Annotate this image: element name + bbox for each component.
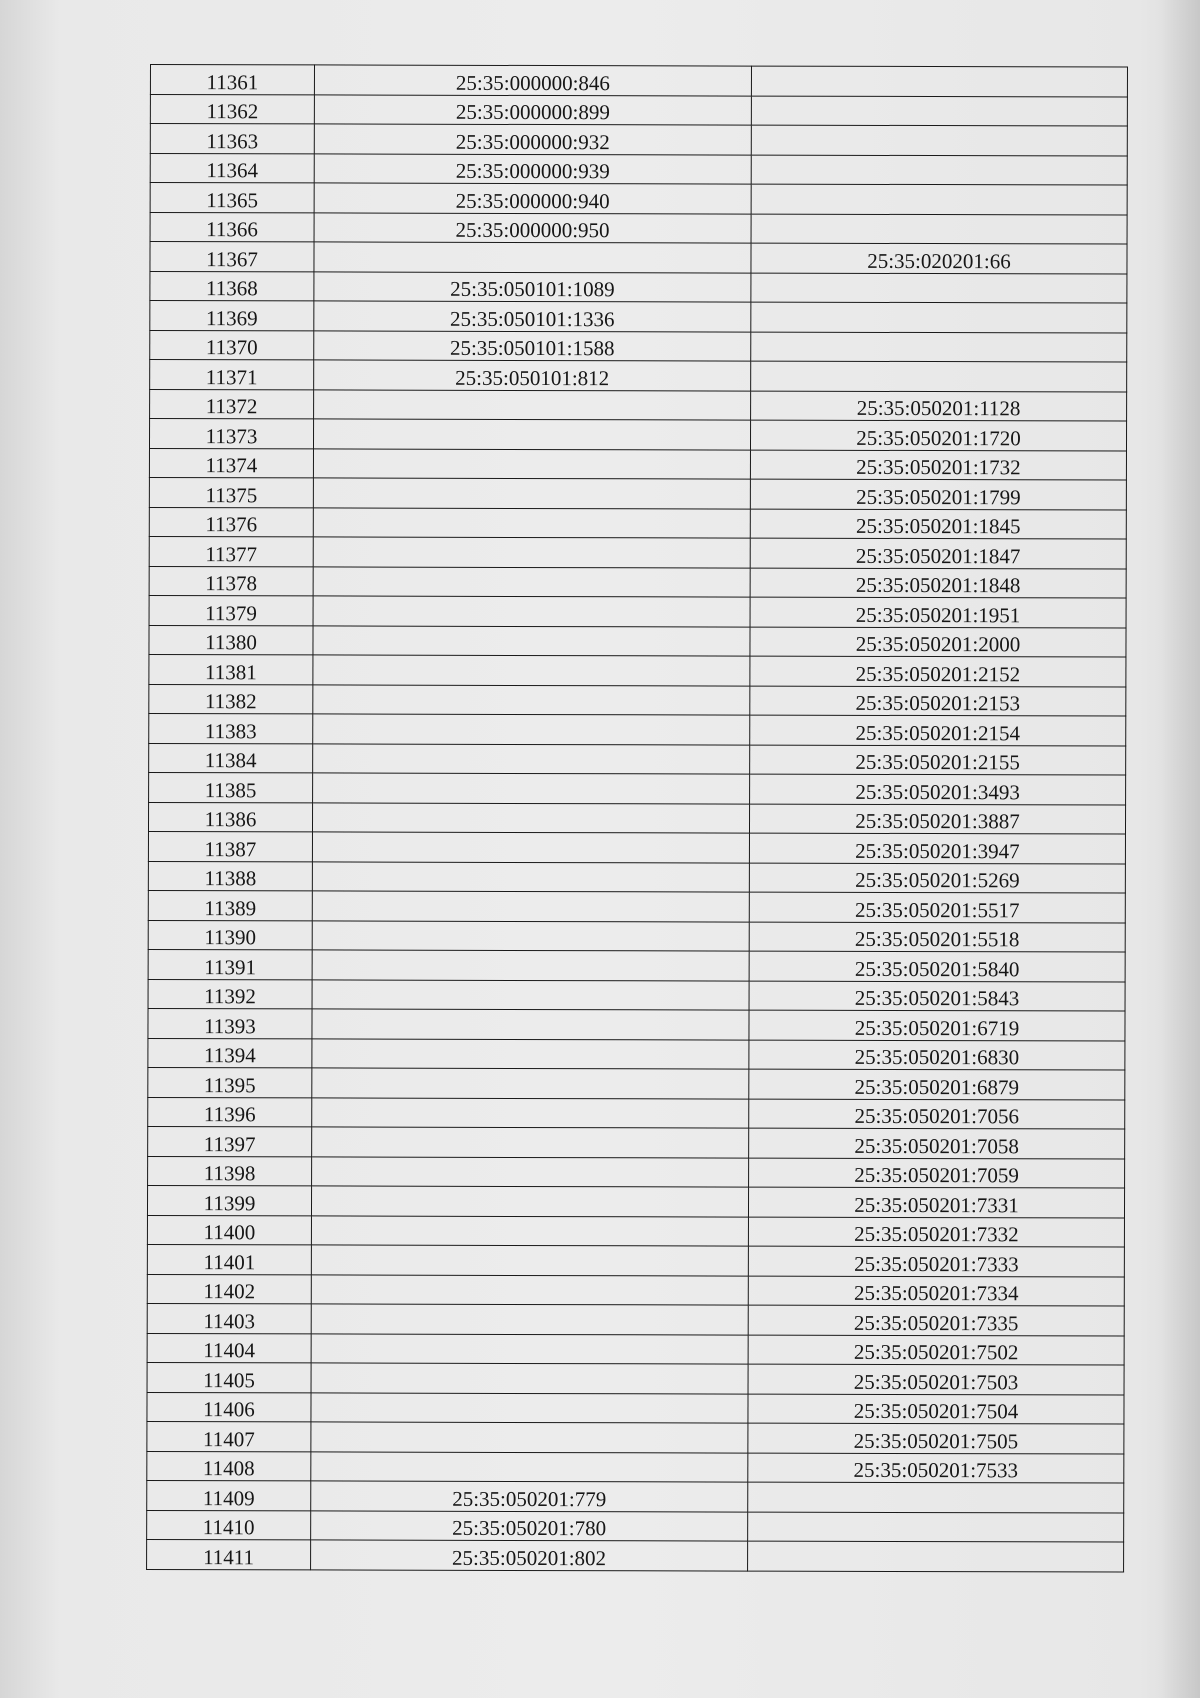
- table-row: [148, 1067, 1125, 1099]
- table-row: [148, 1038, 1125, 1070]
- cadastral-number-cell-a: [312, 1068, 749, 1099]
- cadastral-number-cell-a: [313, 537, 750, 568]
- cadastral-number-cell-a: [311, 1422, 748, 1453]
- cadastral-number-cell-a: [313, 655, 750, 686]
- row-number-cell: 11383: [149, 713, 313, 743]
- cadastral-number-cell-b: 25:35:050201:7504: [748, 1394, 1124, 1424]
- cadastral-number-cell-a: [312, 920, 749, 951]
- table-row: [149, 654, 1126, 686]
- row-number-cell: 11393: [148, 1008, 312, 1038]
- table-row: [149, 419, 1126, 451]
- cadastral-number-cell-a: [313, 743, 750, 774]
- cadastral-number-table: [146, 64, 1128, 1572]
- table-row: [150, 65, 1127, 97]
- row-number-cell: 11397: [148, 1126, 312, 1156]
- cadastral-number-cell-a: 25:35:050101:1336: [314, 301, 751, 332]
- cadastral-number-cell-b: 25:35:050201:1732: [750, 450, 1126, 480]
- table-row: [149, 566, 1126, 598]
- cadastral-number-cell-a: 25:35:050201:779: [311, 1481, 748, 1512]
- table-row: [147, 1421, 1124, 1453]
- table-row: [149, 743, 1126, 775]
- row-number-cell: 11382: [149, 684, 313, 714]
- table-row: [149, 772, 1126, 804]
- cadastral-number-cell-a: 25:35:050201:802: [311, 1540, 748, 1571]
- cadastral-number-cell-a: [311, 1274, 748, 1305]
- cadastral-number-cell-b: [751, 184, 1127, 214]
- cadastral-number-cell-a: [313, 684, 750, 715]
- cadastral-number-cell-b: 25:35:050201:5518: [749, 922, 1125, 952]
- cadastral-number-cell-b: 25:35:050201:6830: [749, 1040, 1125, 1070]
- table-row: [148, 979, 1125, 1011]
- cadastral-number-cell-b: [751, 214, 1127, 244]
- cadastral-number-cell-b: 25:35:050201:5840: [749, 951, 1125, 981]
- row-number-cell: 11402: [147, 1274, 311, 1304]
- cadastral-number-cell-a: [312, 891, 749, 922]
- cadastral-number-cell-b: 25:35:050201:1847: [750, 538, 1126, 568]
- cadastral-number-cell-b: 25:35:050201:1845: [750, 509, 1126, 539]
- cadastral-number-cell-b: 25:35:050201:1848: [750, 568, 1126, 598]
- cadastral-number-cell-b: 25:35:050201:2000: [750, 627, 1126, 657]
- row-number-cell: 11369: [150, 301, 314, 331]
- table-row: [147, 1303, 1124, 1335]
- cadastral-number-cell-b: 25:35:050201:6879: [749, 1069, 1125, 1099]
- table-row: [150, 271, 1127, 303]
- cadastral-number-cell-a: [311, 1363, 748, 1394]
- cadastral-number-cell-a: [313, 566, 750, 597]
- cadastral-number-cell-a: [312, 1127, 749, 1158]
- table-row: [150, 360, 1127, 392]
- row-number-cell: 11377: [149, 536, 313, 566]
- row-number-cell: 11385: [149, 772, 313, 802]
- table-row: [149, 477, 1126, 509]
- table-row: [148, 1156, 1125, 1188]
- table-row: [148, 1008, 1125, 1040]
- row-number-cell: 11372: [150, 389, 314, 419]
- cadastral-number-cell-b: 25:35:050201:7333: [748, 1246, 1124, 1276]
- cadastral-number-cell-b: 25:35:020201:66: [751, 243, 1127, 273]
- cadastral-number-cell-a: 25:35:050101:1588: [314, 330, 751, 361]
- cadastral-number-cell-a: [312, 1097, 749, 1128]
- cadastral-number-cell-b: 25:35:050201:7058: [749, 1128, 1125, 1158]
- cadastral-number-cell-b: 25:35:050201:7059: [749, 1158, 1125, 1188]
- row-number-cell: 11400: [147, 1215, 311, 1245]
- cadastral-number-cell-b: 25:35:050201:1799: [750, 479, 1126, 509]
- table-row: [149, 713, 1126, 745]
- table-row: [147, 1274, 1124, 1306]
- row-number-cell: 11381: [149, 654, 313, 684]
- cadastral-number-cell-a: [312, 979, 749, 1010]
- table-row: [148, 890, 1125, 922]
- row-number-cell: 11371: [150, 360, 314, 390]
- cadastral-number-cell-b: 25:35:050201:6719: [749, 1010, 1125, 1040]
- table-row: [150, 301, 1127, 333]
- cadastral-number-cell-a: [313, 625, 750, 656]
- cadastral-number-cell-a: [312, 950, 749, 981]
- row-number-cell: 11365: [150, 183, 314, 213]
- row-number-cell: 11401: [147, 1244, 311, 1274]
- cadastral-number-cell-b: 25:35:050201:5843: [749, 981, 1125, 1011]
- row-number-cell: 11380: [149, 625, 313, 655]
- cadastral-number-cell-a: 25:35:000000:940: [314, 183, 751, 214]
- row-number-cell: 11405: [147, 1362, 311, 1392]
- cadastral-number-cell-a: [312, 1156, 749, 1187]
- table-row: [147, 1510, 1124, 1542]
- row-number-cell: 11396: [148, 1097, 312, 1127]
- cadastral-number-cell-b: 25:35:050201:1128: [751, 391, 1127, 421]
- cadastral-number-cell-a: [312, 832, 749, 863]
- cadastral-number-cell-a: [311, 1392, 748, 1423]
- row-number-cell: 11378: [149, 566, 313, 596]
- cadastral-number-cell-b: 25:35:050201:7332: [748, 1217, 1124, 1247]
- table-row: [147, 1480, 1124, 1512]
- cadastral-number-cell-b: [751, 155, 1127, 185]
- row-number-cell: 11364: [150, 153, 314, 183]
- page-edge-shadow: [1160, 0, 1200, 1698]
- row-number-cell: 11362: [150, 94, 314, 124]
- cadastral-number-cell-a: [311, 1451, 748, 1482]
- cadastral-number-cell-a: 25:35:000000:939: [314, 153, 751, 184]
- table-row: [150, 153, 1127, 185]
- table-row: [149, 625, 1126, 657]
- cadastral-number-cell-a: [314, 389, 751, 420]
- cadastral-number-cell-b: 25:35:050201:7503: [748, 1364, 1124, 1394]
- cadastral-number-cell-b: 25:35:050201:7505: [748, 1423, 1124, 1453]
- row-number-cell: 11374: [149, 448, 313, 478]
- cadastral-number-cell-a: [311, 1215, 748, 1246]
- table-row: [147, 1333, 1124, 1365]
- cadastral-number-cell-b: [751, 273, 1127, 303]
- row-number-cell: 11395: [148, 1067, 312, 1097]
- row-number-cell: 11376: [149, 507, 313, 537]
- cadastral-number-cell-b: [748, 1482, 1124, 1512]
- cadastral-number-cell-a: [313, 478, 750, 509]
- cadastral-number-cell-a: [313, 419, 750, 450]
- cadastral-number-cell-a: [311, 1245, 748, 1276]
- row-number-cell: 11384: [149, 743, 313, 773]
- cadastral-number-cell-a: [313, 448, 750, 479]
- cadastral-number-cell-a: 25:35:000000:899: [314, 94, 751, 125]
- row-number-cell: 11388: [148, 861, 312, 891]
- table-row: [150, 242, 1127, 274]
- row-number-cell: 11407: [147, 1421, 311, 1451]
- cadastral-number-cell-a: 25:35:000000:932: [314, 124, 751, 155]
- cadastral-number-cell-b: 25:35:050201:7335: [748, 1305, 1124, 1335]
- cadastral-number-cell-b: 25:35:050201:3887: [749, 804, 1125, 834]
- cadastral-number-cell-b: 25:35:050201:5269: [749, 863, 1125, 893]
- cadastral-number-cell-b: 25:35:050201:1720: [750, 420, 1126, 450]
- cadastral-number-cell-b: [748, 1512, 1124, 1542]
- row-number-cell: 11370: [150, 330, 314, 360]
- cadastral-number-cell-a: [313, 507, 750, 538]
- cadastral-number-cell-a: [313, 596, 750, 627]
- cadastral-number-cell-b: [751, 96, 1127, 126]
- row-number-cell: 11386: [148, 802, 312, 832]
- cadastral-number-cell-b: [751, 302, 1127, 332]
- table-row: [150, 183, 1127, 215]
- cadastral-number-cell-a: [311, 1333, 748, 1364]
- row-number-cell: 11363: [150, 124, 314, 154]
- table-row: [150, 212, 1127, 244]
- cadastral-number-cell-b: 25:35:050201:2154: [750, 715, 1126, 745]
- table-row: [147, 1185, 1124, 1217]
- table-row: [147, 1451, 1124, 1483]
- table-row: [149, 684, 1126, 716]
- row-number-cell: 11390: [148, 920, 312, 950]
- cadastral-number-cell-b: 25:35:050201:7502: [748, 1335, 1124, 1365]
- table-row: [149, 595, 1126, 627]
- row-number-cell: 11409: [147, 1480, 311, 1510]
- row-number-cell: 11410: [147, 1510, 311, 1540]
- table-row: [147, 1215, 1124, 1247]
- table-row: [148, 802, 1125, 834]
- row-number-cell: 11367: [150, 242, 314, 272]
- cadastral-number-cell-a: 25:35:050101:1089: [314, 271, 751, 302]
- cadastral-number-cell-b: [751, 66, 1127, 96]
- table-row: [149, 448, 1126, 480]
- row-number-cell: 11391: [148, 949, 312, 979]
- cadastral-number-cell-b: 25:35:050201:2152: [750, 656, 1126, 686]
- cadastral-number-cell-a: [313, 714, 750, 745]
- cadastral-number-cell-a: [314, 242, 751, 273]
- row-number-cell: 11387: [148, 831, 312, 861]
- row-number-cell: 11406: [147, 1392, 311, 1422]
- cadastral-number-cell-b: 25:35:050201:7334: [748, 1276, 1124, 1306]
- cadastral-number-cell-a: [312, 861, 749, 892]
- cadastral-number-cell-b: 25:35:050201:3493: [750, 774, 1126, 804]
- cadastral-number-cell-a: [313, 773, 750, 804]
- cadastral-number-cell-a: 25:35:000000:846: [314, 65, 751, 96]
- cadastral-number-cell-b: 25:35:050201:1951: [750, 597, 1126, 627]
- table-row: [148, 949, 1125, 981]
- row-number-cell: 11368: [150, 271, 314, 301]
- cadastral-number-cell-a: [311, 1304, 748, 1335]
- row-number-cell: 11399: [147, 1185, 311, 1215]
- cadastral-number-cell-a: 25:35:000000:950: [314, 212, 751, 243]
- table-row: [147, 1392, 1124, 1424]
- row-number-cell: 11411: [147, 1539, 311, 1569]
- cadastral-number-cell-a: [312, 802, 749, 833]
- cadastral-number-cell-b: 25:35:050201:2155: [750, 745, 1126, 775]
- row-number-cell: 11394: [148, 1038, 312, 1068]
- cadastral-number-cell-b: 25:35:050201:7331: [748, 1187, 1124, 1217]
- table-row: [150, 124, 1127, 156]
- row-number-cell: 11403: [147, 1303, 311, 1333]
- table-row: [150, 94, 1127, 126]
- cadastral-number-cell-b: [751, 361, 1127, 391]
- cadastral-number-cell-b: 25:35:050201:3947: [749, 833, 1125, 863]
- cadastral-number-cell-b: 25:35:050201:7056: [749, 1099, 1125, 1129]
- cadastral-number-cell-a: [312, 1009, 749, 1040]
- cadastral-number-cell-b: [751, 332, 1127, 362]
- cadastral-number-cell-b: 25:35:050201:5517: [749, 892, 1125, 922]
- row-number-cell: 11366: [150, 212, 314, 242]
- row-number-cell: 11375: [149, 477, 313, 507]
- cadastral-number-cell-b: 25:35:050201:2153: [750, 686, 1126, 716]
- table-row: [147, 1539, 1124, 1571]
- cadastral-number-cell-b: [751, 125, 1127, 155]
- table-row: [150, 389, 1127, 421]
- table-row: [148, 861, 1125, 893]
- cadastral-number-cell-a: [312, 1038, 749, 1069]
- row-number-cell: 11389: [148, 890, 312, 920]
- table-body: [147, 65, 1128, 1572]
- cadastral-number-cell-b: 25:35:050201:7533: [748, 1453, 1124, 1483]
- table-row: [149, 536, 1126, 568]
- row-number-cell: 11408: [147, 1451, 311, 1481]
- table-row: [147, 1244, 1124, 1276]
- row-number-cell: 11379: [149, 595, 313, 625]
- row-number-cell: 11398: [148, 1156, 312, 1186]
- cadastral-number-cell-b: [748, 1541, 1124, 1571]
- row-number-cell: 11392: [148, 979, 312, 1009]
- table-row: [149, 507, 1126, 539]
- table-row: [148, 920, 1125, 952]
- cadastral-number-cell-a: 25:35:050101:812: [314, 360, 751, 391]
- row-number-cell: 11361: [150, 65, 314, 95]
- table-row: [148, 831, 1125, 863]
- table-row: [148, 1126, 1125, 1158]
- cadastral-number-cell-a: [311, 1186, 748, 1217]
- row-number-cell: 11404: [147, 1333, 311, 1363]
- table-row: [150, 330, 1127, 362]
- table-row: [148, 1097, 1125, 1129]
- cadastral-number-cell-a: 25:35:050201:780: [311, 1510, 748, 1541]
- table-row: [147, 1362, 1124, 1394]
- row-number-cell: 11373: [149, 419, 313, 449]
